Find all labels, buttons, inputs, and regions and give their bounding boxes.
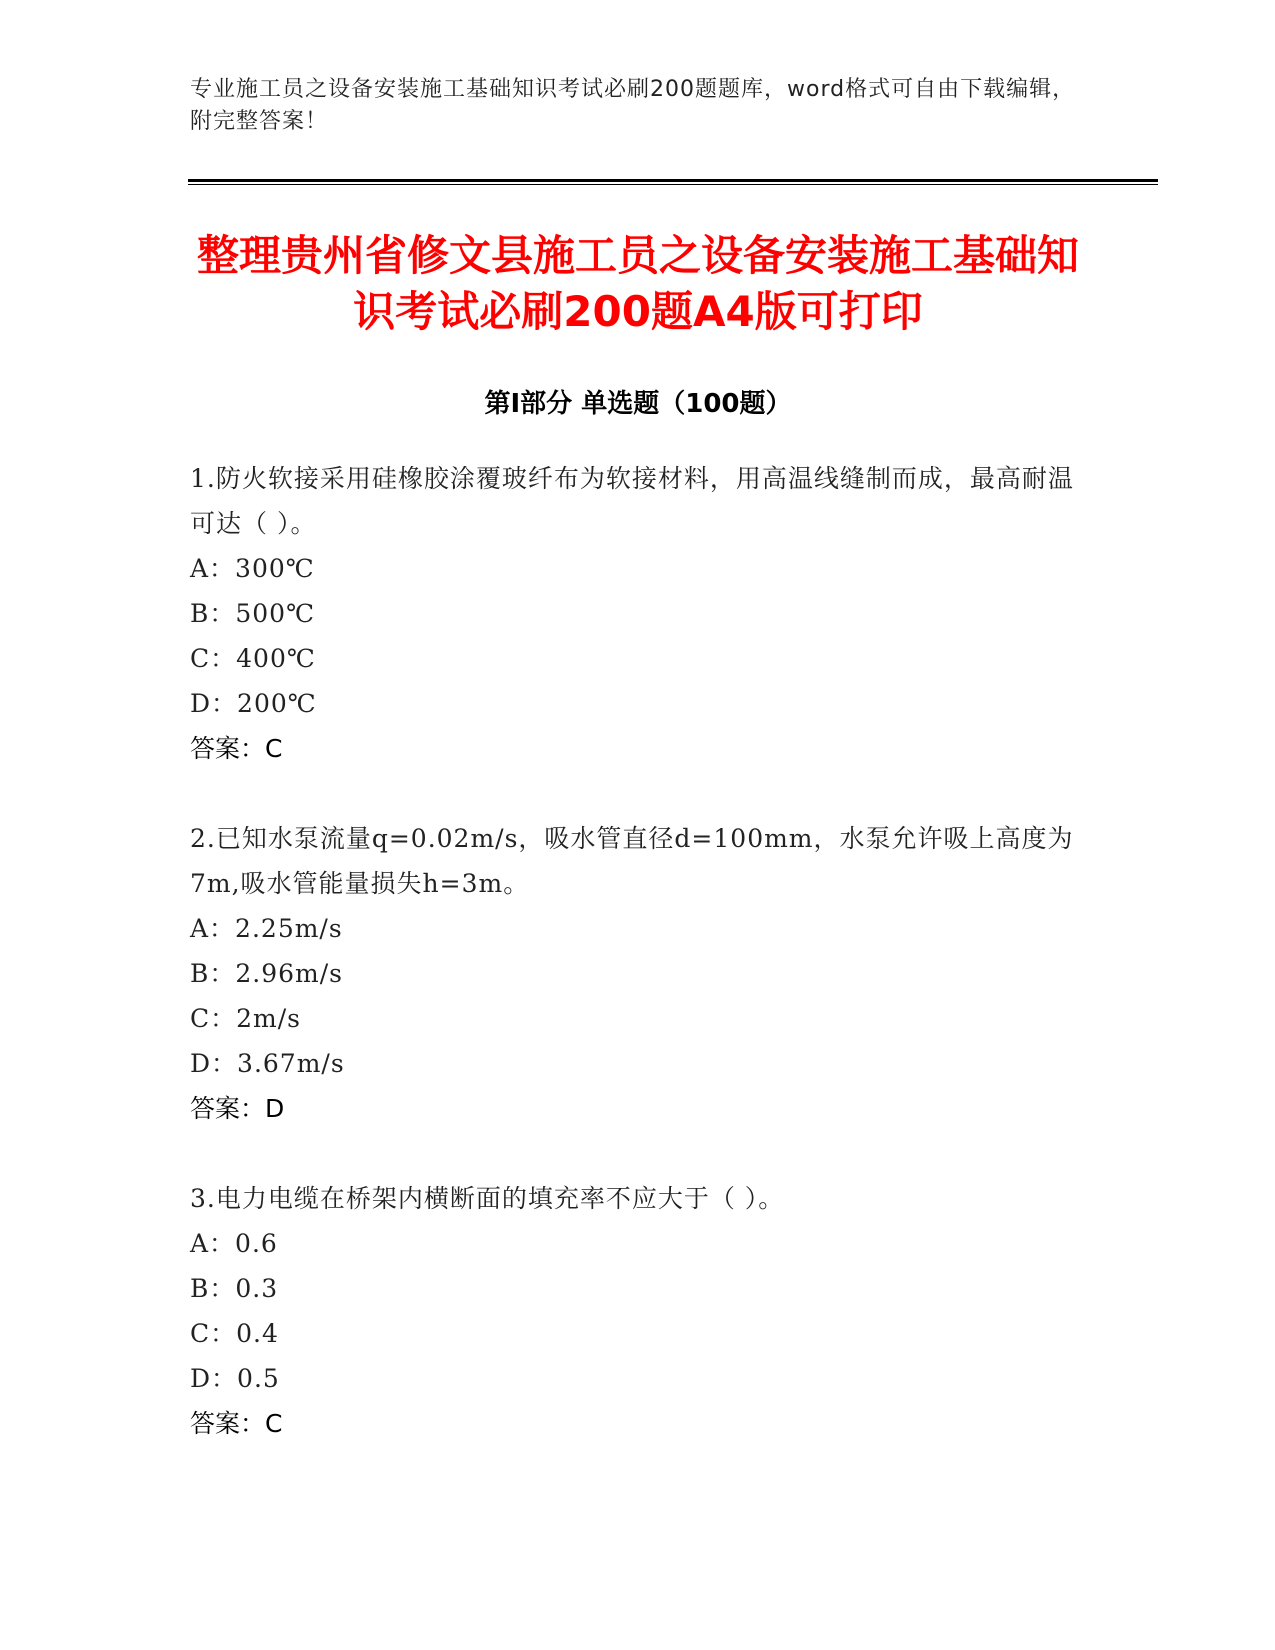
option-c: C：400℃ <box>190 644 316 673</box>
option-b: B：2.96m/s <box>190 959 343 988</box>
option-d: D：3.67m/s <box>190 1049 345 1078</box>
option-d: D：200℃ <box>190 689 317 718</box>
question-stem: 3.电力电缆在桥架内横断面的填充率不应大于（ ）。 <box>190 1184 785 1213</box>
section-title: 第Ⅰ部分 单选题（100题） <box>484 389 792 419</box>
question-2 <box>190 816 1090 1131</box>
question-stem: 1.防火软接采用硅橡胶涂覆玻纤布为软接材料，用高温线缝制而成，最高耐温可达（ ）。 <box>190 464 1074 538</box>
option-b: B：500℃ <box>190 599 316 628</box>
header-note: 专业施工员之设备安装施工基础知识考试必刷200题题库，word格式可自由下载编辑，附完整答案！ <box>190 77 1076 134</box>
option-b: B：0.3 <box>190 1274 279 1303</box>
question-1 <box>190 456 1090 771</box>
option-c: C：2m/s <box>190 1004 301 1033</box>
option-a: A：300℃ <box>190 554 315 583</box>
answer: 答案：C <box>190 734 283 763</box>
header-divider-thick <box>188 179 1158 182</box>
document-title: 整理贵州省修文县施工员之设备安装施工基础知识考试必刷200题A4版可打印 <box>196 231 1079 336</box>
question-3 <box>190 1176 1090 1446</box>
option-d: D：0.5 <box>190 1364 280 1393</box>
answer: 答案：C <box>190 1409 283 1438</box>
question-stem: 2.已知水泵流量q=0.02m/s，吸水管直径d=100mm，水泵允许吸上高度为7m,吸水管能量损失h=3m。 <box>190 824 1074 898</box>
option-a: A：0.6 <box>190 1229 278 1258</box>
header-divider-thin <box>188 184 1158 185</box>
answer: 答案：D <box>190 1094 285 1123</box>
option-a: A：2.25m/s <box>190 914 343 943</box>
option-c: C：0.4 <box>190 1319 279 1348</box>
